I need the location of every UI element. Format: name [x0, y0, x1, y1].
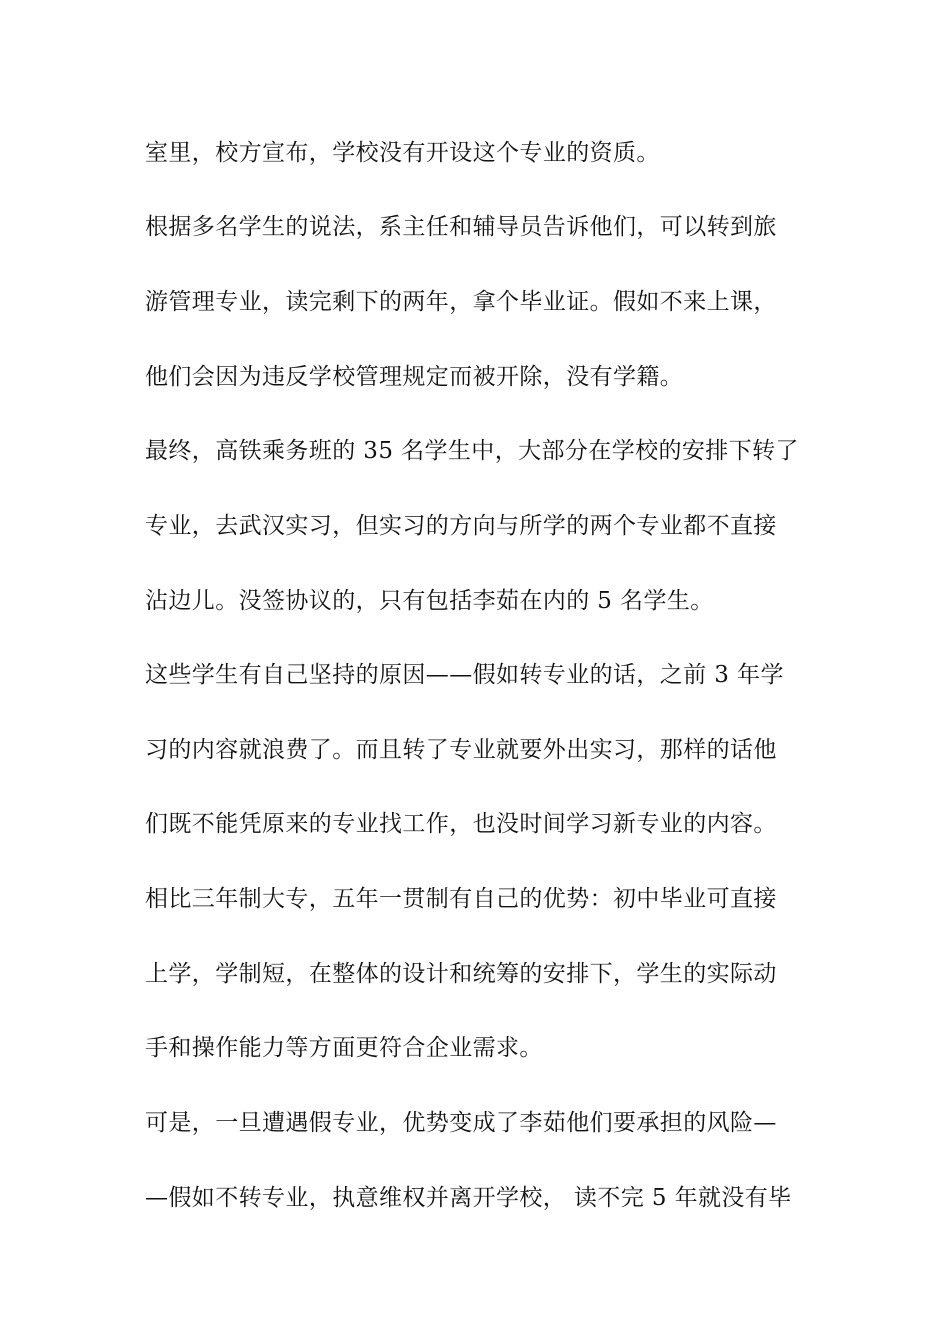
text-line: 室里，校方宣布，学校没有开设这个专业的资质。 [145, 140, 660, 166]
text-line: 手和操作能力等方面更符合企业需求。 [145, 1035, 543, 1061]
text-line: 上学，学制短，在整体的设计和统筹的安排下，学生的实际动 [145, 961, 777, 987]
text-line: 习的内容就浪费了。而且转了专业就要外出实习，那样的话他 [145, 737, 777, 763]
text-line: 可是，一旦遭遇假专业，优势变成了李茹他们要承担的风险— [145, 1110, 777, 1136]
text-line: 沾边儿。没签协议的，只有包括李茹在内的 5 名学生。 [145, 588, 714, 614]
text-line: 专业，去武汉实习，但实习的方向与所学的两个专业都不直接 [145, 513, 777, 539]
text-line: 游管理专业，读完剩下的两年，拿个毕业证。假如不来上课， [145, 289, 777, 315]
text-line: —假如不转专业，执意维权并离开学校， 读不完 5 年就没有毕 [145, 1185, 792, 1211]
text-line: 最终，高铁乘务班的 35 名学生中，大部分在学校的安排下转了 [145, 438, 799, 464]
text-line: 这些学生有自己坚持的原因——假如转专业的话，之前 3 年学 [145, 662, 784, 688]
text-line: 他们会因为违反学校管理规定而被开除，没有学籍。 [145, 364, 684, 390]
text-line: 根据多名学生的说法，系主任和辅导员告诉他们，可以转到旅 [145, 214, 777, 240]
text-line: 们既不能凭原来的专业找工作，也没时间学习新专业的内容。 [145, 811, 777, 837]
text-line: 相比三年制大专，五年一贯制有自己的优势：初中毕业可直接 [145, 886, 777, 912]
